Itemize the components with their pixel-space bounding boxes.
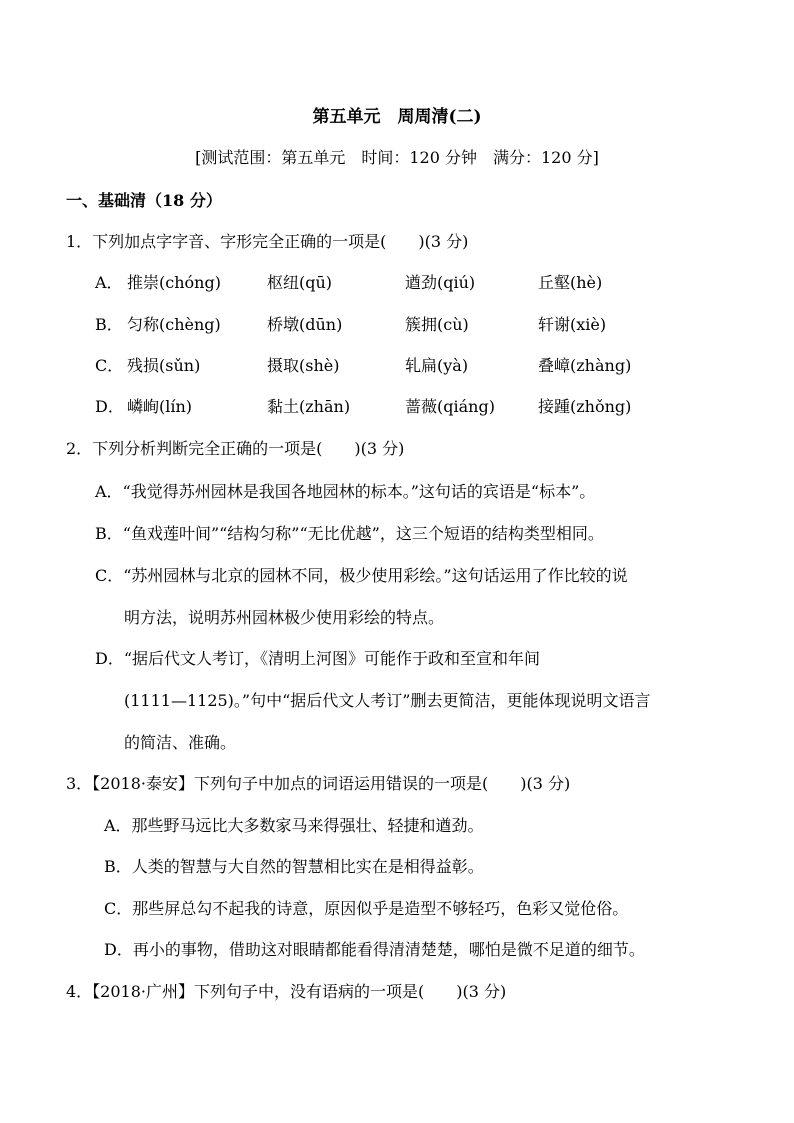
option-letter: C． [95,356,124,375]
question-2-option-d-continued: (1111—1125)。”句中“据后代文人考订”删去更简洁，更能体现说明文语言 [124,691,651,710]
option-word: 残损(sǔn) [127,356,201,375]
option-letter: B． [95,315,123,334]
question-2-option-b: B．“鱼戏莲叶间”“结构匀称”“无比优越”，这三个短语的结构类型相同。 [95,524,604,543]
question-3-option-a: A．那些野马远比大多数家马来得强壮、轻捷和遒劲。 [104,816,484,835]
question-2-option-c-continued: 明方法，说明苏州园林极少使用彩绘的特点。 [124,608,445,627]
option-word: 黏土(zhān) [267,397,351,416]
option-word: 遒劲(qiú) [405,273,476,292]
option-letter: A． [95,273,123,292]
option-word: 轩谢(xiè) [538,315,607,334]
question-2-option-d: D．“据后代文人考订，《清明上河图》可能作于政和至宣和年间 [95,649,541,668]
test-scope-line: [测试范围：第五单元 时间：120 分钟 满分：120 分] [195,148,599,167]
question-3-option-d: D．再小的事物，借助这对眼睛都能看得清清楚楚，哪怕是微不足道的细节。 [104,940,645,959]
section-heading-basics: 一、基础清（18 分） [66,191,222,210]
page-title: 第五单元 周周清(二) [312,107,482,127]
question-2-option-d-continued-2: 的简洁、准确。 [124,733,237,752]
option-letter: D． [95,397,124,416]
option-word: 摄取(shè) [267,356,340,375]
option-word: 簇拥(cù) [405,315,469,334]
option-word: 嶙峋(lín) [127,397,193,416]
question-2-option-c: C．“苏州园林与北京的园林不同，极少使用彩绘。”这句话运用了作比较的说 [95,566,628,585]
option-word: 桥墩(dūn) [267,315,343,334]
question-2-stem: 2．下列分析判断完全正确的一项是( )(3 分) [66,439,405,458]
question-4-stem: 4．【2018·广州】下列句子中，没有语病的一项是( )(3 分) [66,982,507,1001]
option-word: 蔷薇(qiáng) [405,397,495,416]
option-word: 枢纽(qū) [267,273,333,292]
question-1-stem: 1．下列加点字字音、字形完全正确的一项是( )(3 分) [66,232,469,251]
question-2-option-a: A．“我觉得苏州园林是我国各地园林的标本。”这句话的宾语是“标本”。 [95,482,596,501]
option-word: 接踵(zhǒng) [538,397,632,416]
option-word: 轧扁(yà) [405,356,469,375]
question-3-option-b: B．人类的智慧与大自然的智慧相比实在是相得益彰。 [104,857,484,876]
option-word: 丘壑(hè) [538,273,603,292]
option-word: 叠嶂(zhàng) [538,356,632,375]
option-word: 匀称(chèng) [127,315,221,334]
question-3-option-c: C．那些屏总勾不起我的诗意，原因似乎是造型不够轻巧，色彩又觉伧俗。 [104,899,629,918]
question-3-stem: 3．【2018·泰安】下列句子中加点的词语运用错误的一项是( )(3 分) [66,774,571,793]
option-word: 推崇(chóng) [127,273,221,292]
